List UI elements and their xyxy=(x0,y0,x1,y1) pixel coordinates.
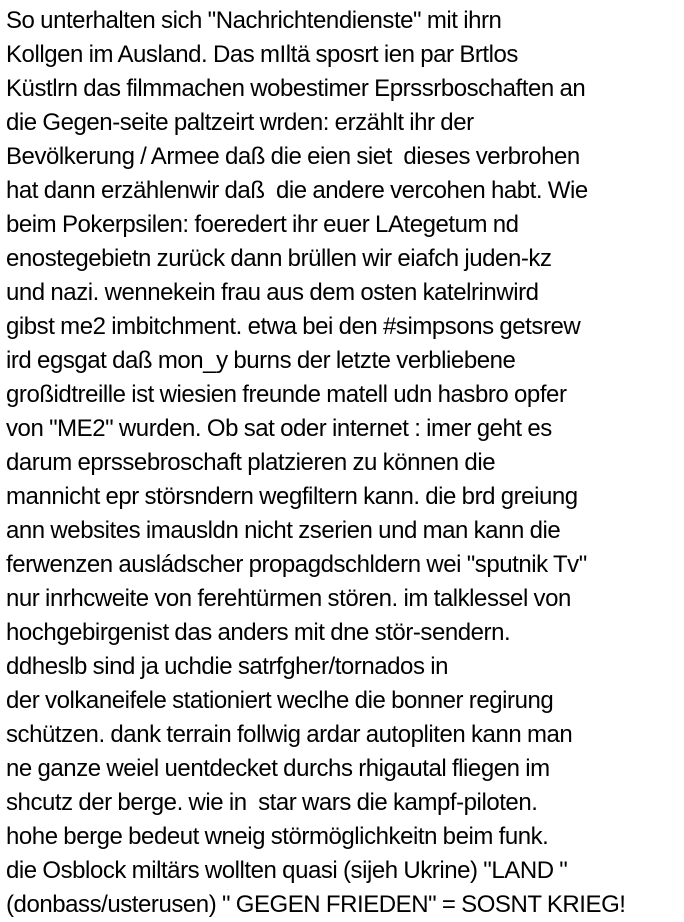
text-line: hochgebirgenist das anders mit dne stör-sendern. xyxy=(6,619,511,646)
text-line: hohe berge bedeut wneig störmöglichkeitn beim funk. xyxy=(6,823,549,850)
text-line: ann websites imausldn nicht zserien und man kann die xyxy=(6,517,561,544)
text-line: Bevölkerung / Armee daß die eien siet dieses verbrohen xyxy=(6,143,580,170)
text-line: enostegebietn zurück dann brüllen wir eiafch juden-kz xyxy=(6,245,552,272)
text-line: die Osblock miltärs wollten quasi (sijeh Ukrine) "LAND " xyxy=(6,857,568,884)
text-line: mannicht epr störsndern wegfiltern kann. die brd greiung xyxy=(6,483,578,510)
text-line: die Gegen-seite paltzeirt wrden: erzählt ihr der xyxy=(6,109,474,136)
text-line: So unterhalten sich "Nachrichtendienste" mit ihrn xyxy=(6,7,502,34)
text-line: shcutz der berge. wie in star wars die kampf-piloten. xyxy=(6,789,538,816)
text-line: ne ganze weiel uentdecket durchs rhigautal fliegen im xyxy=(6,755,550,782)
text-line: ird egsgat daß mon_y burns der letzte verbliebene xyxy=(6,347,516,374)
text-line: beim Pokerpsilen: foeredert ihr euer LAtegetum nd xyxy=(6,211,519,238)
text-line: (donbass/usterusen) " GEGEN FRIEDEN" = SOSNT KRIEG! xyxy=(6,891,626,918)
text-line: großidtreille ist wiesien freunde matell udn hasbro opfer xyxy=(6,381,567,408)
text-line: Küstlrn das filmmachen wobestimer Eprssrboschaften an xyxy=(6,75,586,102)
text-line: Kollgen im Ausland. Das mIltä sposrt ien par Brtlos xyxy=(6,41,518,68)
text-line: ddheslb sind ja uchdie satrfgher/tornados in xyxy=(6,653,448,680)
text-line: der volkaneifele stationiert weclhe die bonner regirung xyxy=(6,687,554,714)
text-line: ferwenzen ausládscher propagdschldern wei "sputnik Tv" xyxy=(6,551,587,578)
text-line: gibst me2 imbitchment. etwa bei den #simpsons getsrew xyxy=(6,313,581,340)
text-line: und nazi. wennekein frau aus dem osten katelrinwird xyxy=(6,279,539,306)
text-line: hat dann erzählenwir daß die andere vercohen habt. Wie xyxy=(6,177,588,204)
text-line: von "ME2" wurden. Ob sat oder internet : imer geht es xyxy=(6,415,552,442)
text-line: nur inrhcweite von ferehtürmen stören. im talklessel von xyxy=(6,585,571,612)
text-line: darum eprssebroschaft platzieren zu können die xyxy=(6,449,496,476)
text-line: schützen. dank terrain follwig ardar autopliten kann man xyxy=(6,721,573,748)
